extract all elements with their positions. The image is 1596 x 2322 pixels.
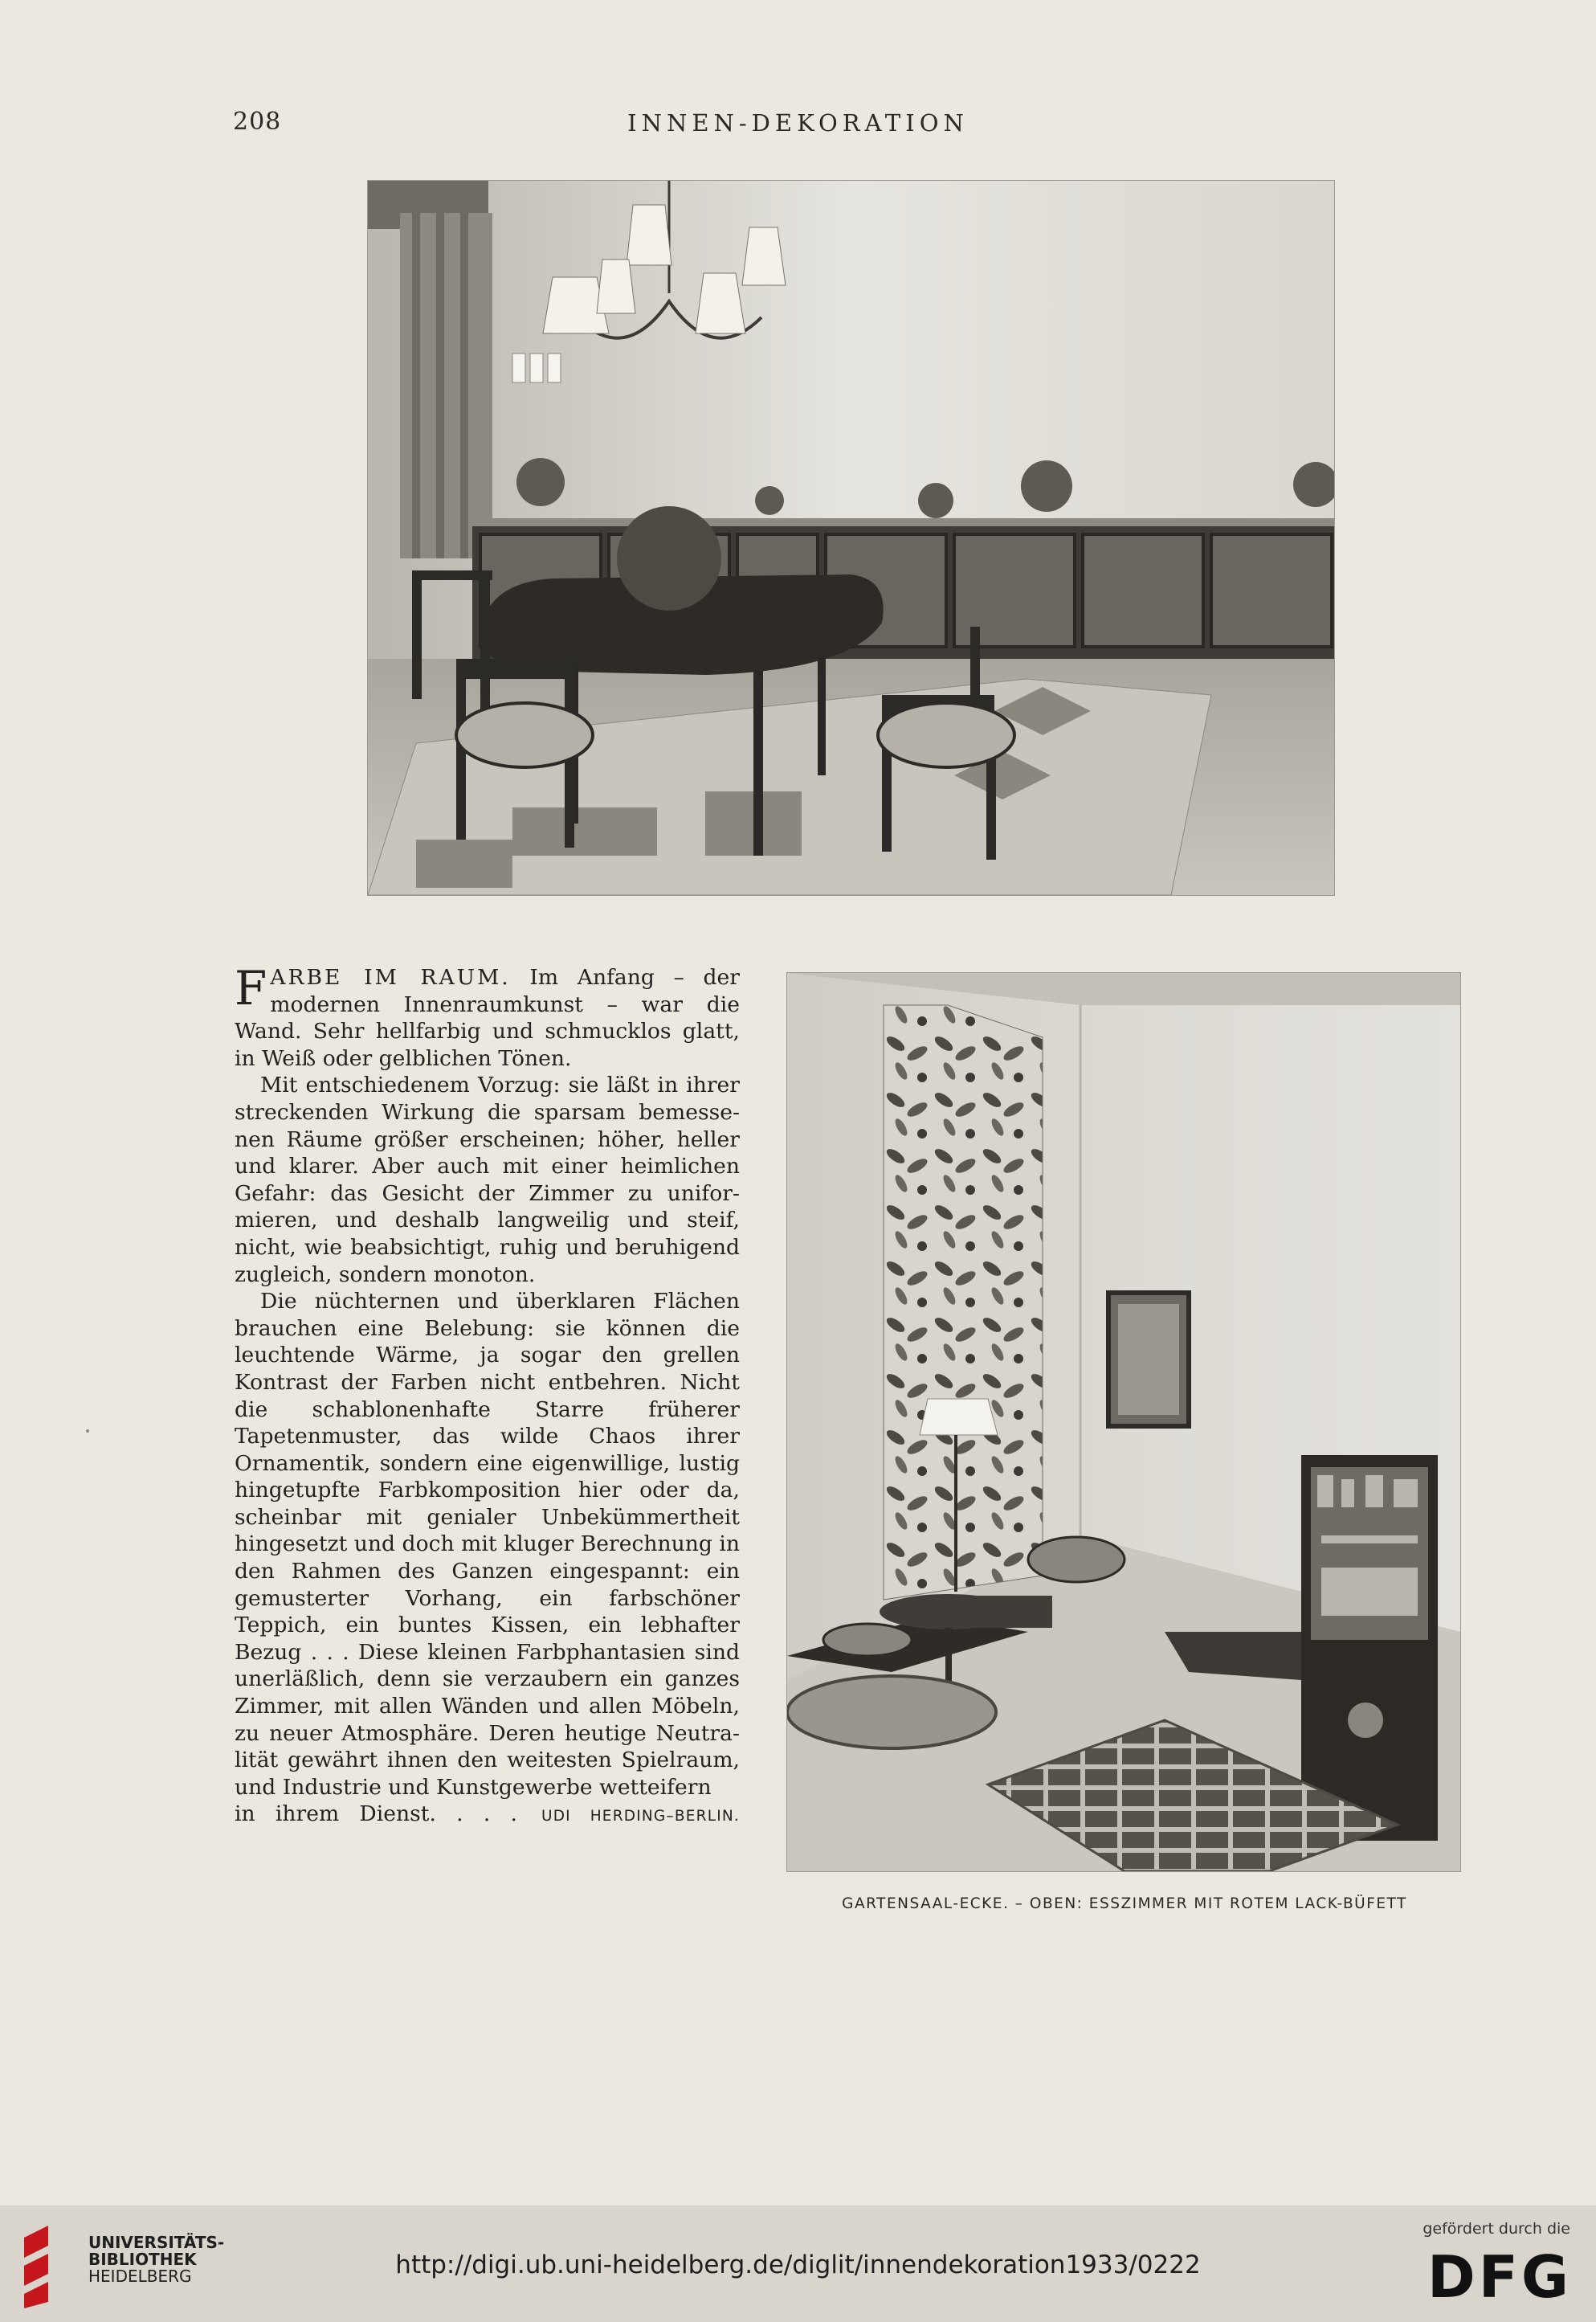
permalink-url[interactable]: http://digi.ub.uni-heidelberg.de/diglit/innendekoration1933/0222 <box>395 2250 1201 2279</box>
article-final-line <box>235 1801 740 1830</box>
article-paragraph-2: Mit entschiedenem Vorzug: sie läßt in ihrer streckenden Wirkung die sparsam bemessenen Räume größer erscheinen; höher, heller und klarer. Aber auch mit einer heimlichen Gefahr: das Gesicht der Zimmer zu uniformieren, und deshalb langweilig und steif, nicht, wie beabsichtigt, ruhig und beruhigend zugleich, sondern monoton. <box>235 1073 740 1287</box>
article-paragraph-1 <box>235 961 740 1072</box>
dining-room-photo <box>367 180 1335 896</box>
margin-speck <box>86 1429 89 1433</box>
article-para1-text: Im Anfang – der modernen Innenraumkunst – war die Wand. Sehr hellfarbig und schmucklos glatt, in Weiß oder gelblichen Tönen. <box>235 965 740 1071</box>
article-lead-caps: ARBE IM RAUM. <box>270 965 511 990</box>
drop-cap: F <box>235 961 267 1016</box>
dfg-logo: DFG <box>1427 2243 1572 2311</box>
page-number: 208 <box>233 108 282 136</box>
garden-room-illustration <box>787 973 1460 1871</box>
garden-room-corner-photo <box>786 972 1461 1872</box>
digitization-footer <box>0 2205 1596 2322</box>
library-name-line2: BIBLIOTHEK <box>88 2250 197 2269</box>
article-text <box>235 961 740 1830</box>
dining-room-illustration <box>368 181 1334 895</box>
author-credit: UDI HERDING–BERLIN. <box>541 1808 740 1825</box>
funded-by-label: gefördert durch die <box>1423 2220 1570 2238</box>
library-name-line1: UNIVERSITÄTS- <box>88 2233 225 2252</box>
figure-caption: GARTENSAAL-ECKE. – OBEN: ESSZIMMER MIT ROTEM LACK-BÜFETT <box>842 1895 1407 1912</box>
library-name-line3: HEIDELBERG <box>88 2267 192 2286</box>
article-final-text: in ihrem Dienst. . . . <box>235 1801 517 1827</box>
running-head: INNEN-DEKORATION <box>627 109 969 137</box>
article-paragraph-3: Die nüchternen und überklaren Flächen brauchen eine Belebung: sie können die leuchtende Wärme, ja sogar den grellen Kontrast der Farben nicht entbehren. Nicht die schablonenhafte Starre früherer Tapetenmuster, das wilde Chaos ihrer Ornamentik, sondern eine eigenwillige, lustig hingetupfte Farbkomposition hier oder da, scheinbar mit genialer Unbekümmertheit hingesetzt und doch mit kluger Berechnung in den Rahmen des Ganzen eingespannt: ein gemusterter Vorhang, ein farbschöner Teppich, ein buntes Kissen, ein lebhafter Bezug . . . Diese kleinen Farbphantasien sind unerläßlich, denn sie verzaubern ein ganzes Zimmer, mit allen Wänden und allen Möbeln, zu neuer Atmosphäre. Deren heutige Neutralität gewährt ihnen den weitesten Spielraum, und Industrie und Kunstgewerbe wetteifern <box>235 1289 740 1800</box>
